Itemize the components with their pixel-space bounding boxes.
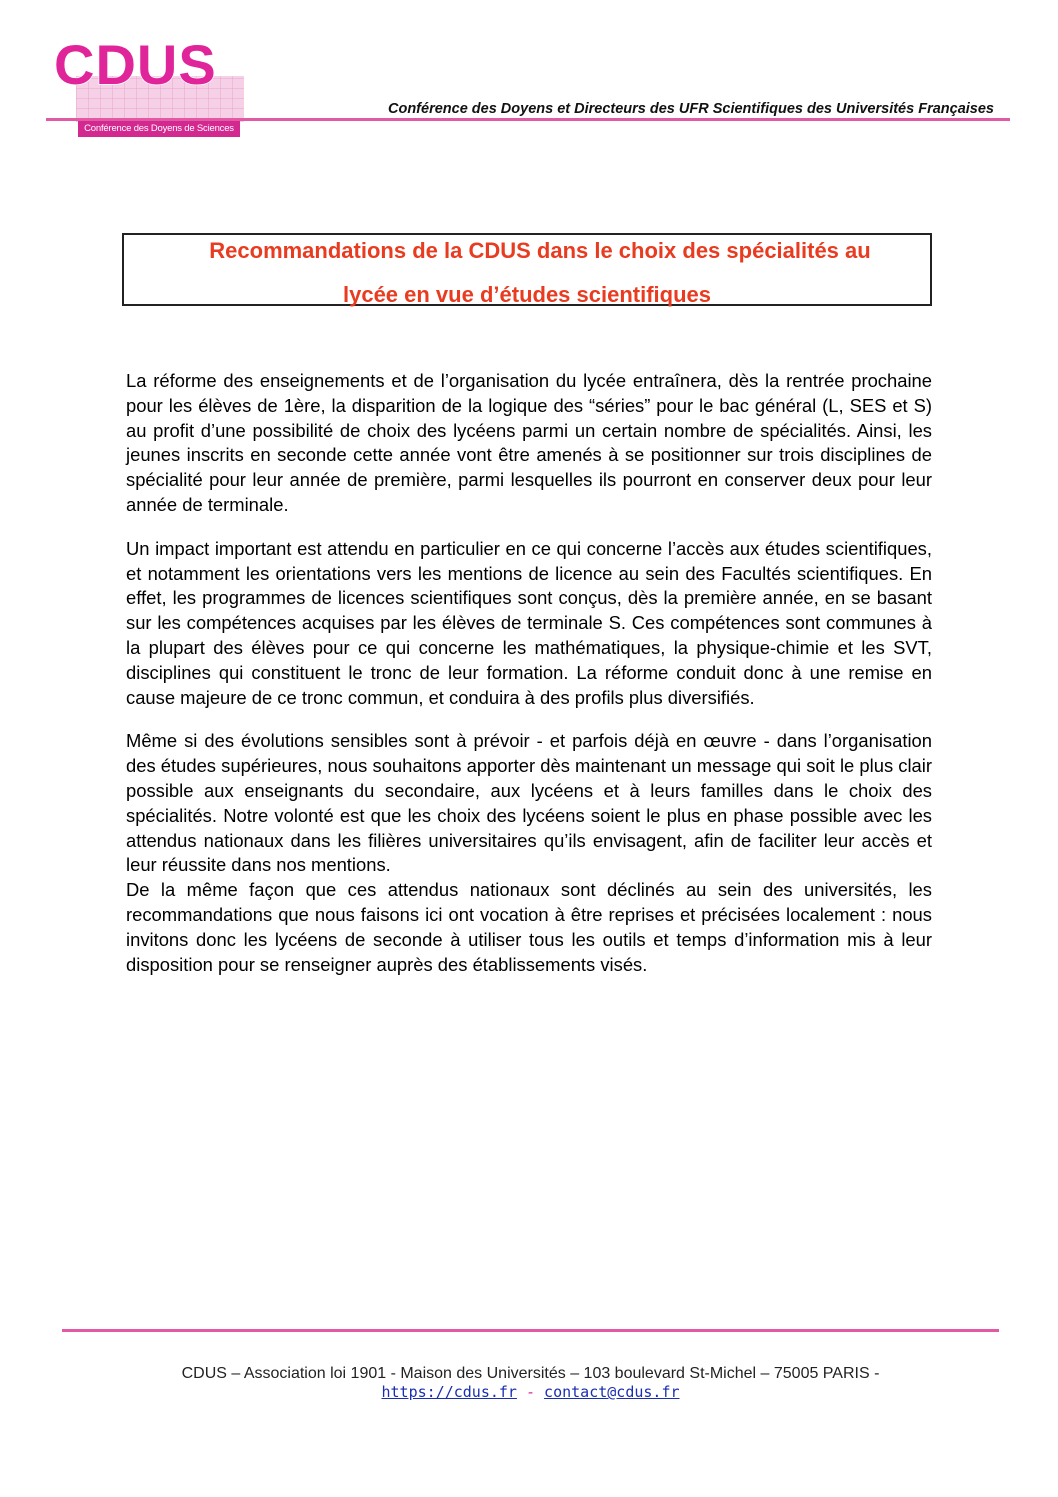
website-link[interactable]: https://cdus.fr [381,1383,517,1401]
logo-caption: Conférence des Doyens de Sciences [78,121,240,137]
svg-text:CDUS: CDUS [54,38,217,96]
document-title-line-1: Recommandations de la CDUS dans le choix des spécialités au [209,238,871,263]
paragraph-2: Un impact important est attendu en particulier en ce qui concerne l’accès aux études scientifiques, et notamment les orientations vers les mentions de licence au sein des Facultés scientifiques. En effet, les programmes de licences scientifiques sont conçus, dès la première année, en se basant sur les compétences acquises par les élèves de terminale S. Ces compétences sont communes à la plupart des élèves pour ce qui concerne les mathématiques, la physique-chimie et les SVT, disciplines qui constituent le tronc de leur formation. La réforme conduit donc à une remise en cause majeure de ce tronc commun, et conduira à des profils plus diversifiés. [126,537,932,708]
email-link[interactable]: contact@cdus.fr [544,1383,680,1401]
footer [62,1365,999,1401]
document-body [126,369,932,996]
footer-rule [62,1329,999,1332]
paragraph-4: De la même façon que ces attendus nationaux sont déclinés au sein des universités, les recommandations que nous faisons ici ont vocation à être reprises et précisées localement : nous invitons donc les lycéens de seconde à utiliser tous les outils et temps d’information mis à leur disposition pour se renseigner auprès des établissements visés. [126,879,932,975]
organization-name: Conférence des Doyens et Directeurs des UFR Scientifiques des Universités Françaises [387,101,994,117]
paragraph-3: Même si des évolutions sensibles sont à prévoir - et parfois déjà en œuvre - dans l’organisation des études supérieures, nous souhaitons apporter dès maintenant un message qui soit le plus clair possible aux enseignants du secondaire, aux lycéens et à leurs familles dans le choix des spécialités. Notre volonté est que les choix des lycéens soient le plus en phase possible avec les attendus nationaux dans les filières universitaires qu’ils envisagent, afin de faciliter leur accès et leur réussite dans nos mentions. [126,730,932,876]
document-title-box [122,233,932,306]
footer-separator: - [525,1383,536,1401]
footer-address: CDUS – Association loi 1901 - Maison des Universités – 103 boulevard St-Michel – 75005 PARIS - [181,1365,880,1382]
paragraph-1: La réforme des enseignements et de l’organisation du lycée entraînera, dès la rentrée prochaine pour les élèves de 1ère, la disparition de la logique des “séries” pour le bac général (L, SES et S) au profit d’une possibilité de choix des lycéens parmi un certain nombre de spécialités. Ainsi, les jeunes inscrits en seconde cette année vont être amenés à se positionner sur trois disciplines de spécialité pour leur année de première, parmi lesquelles ils pourront en conserver deux pour leur année de terminale. [126,370,932,515]
document-title-line-2: lycée en vue d’études scientifiques [342,282,712,307]
footer-links [62,1383,999,1401]
